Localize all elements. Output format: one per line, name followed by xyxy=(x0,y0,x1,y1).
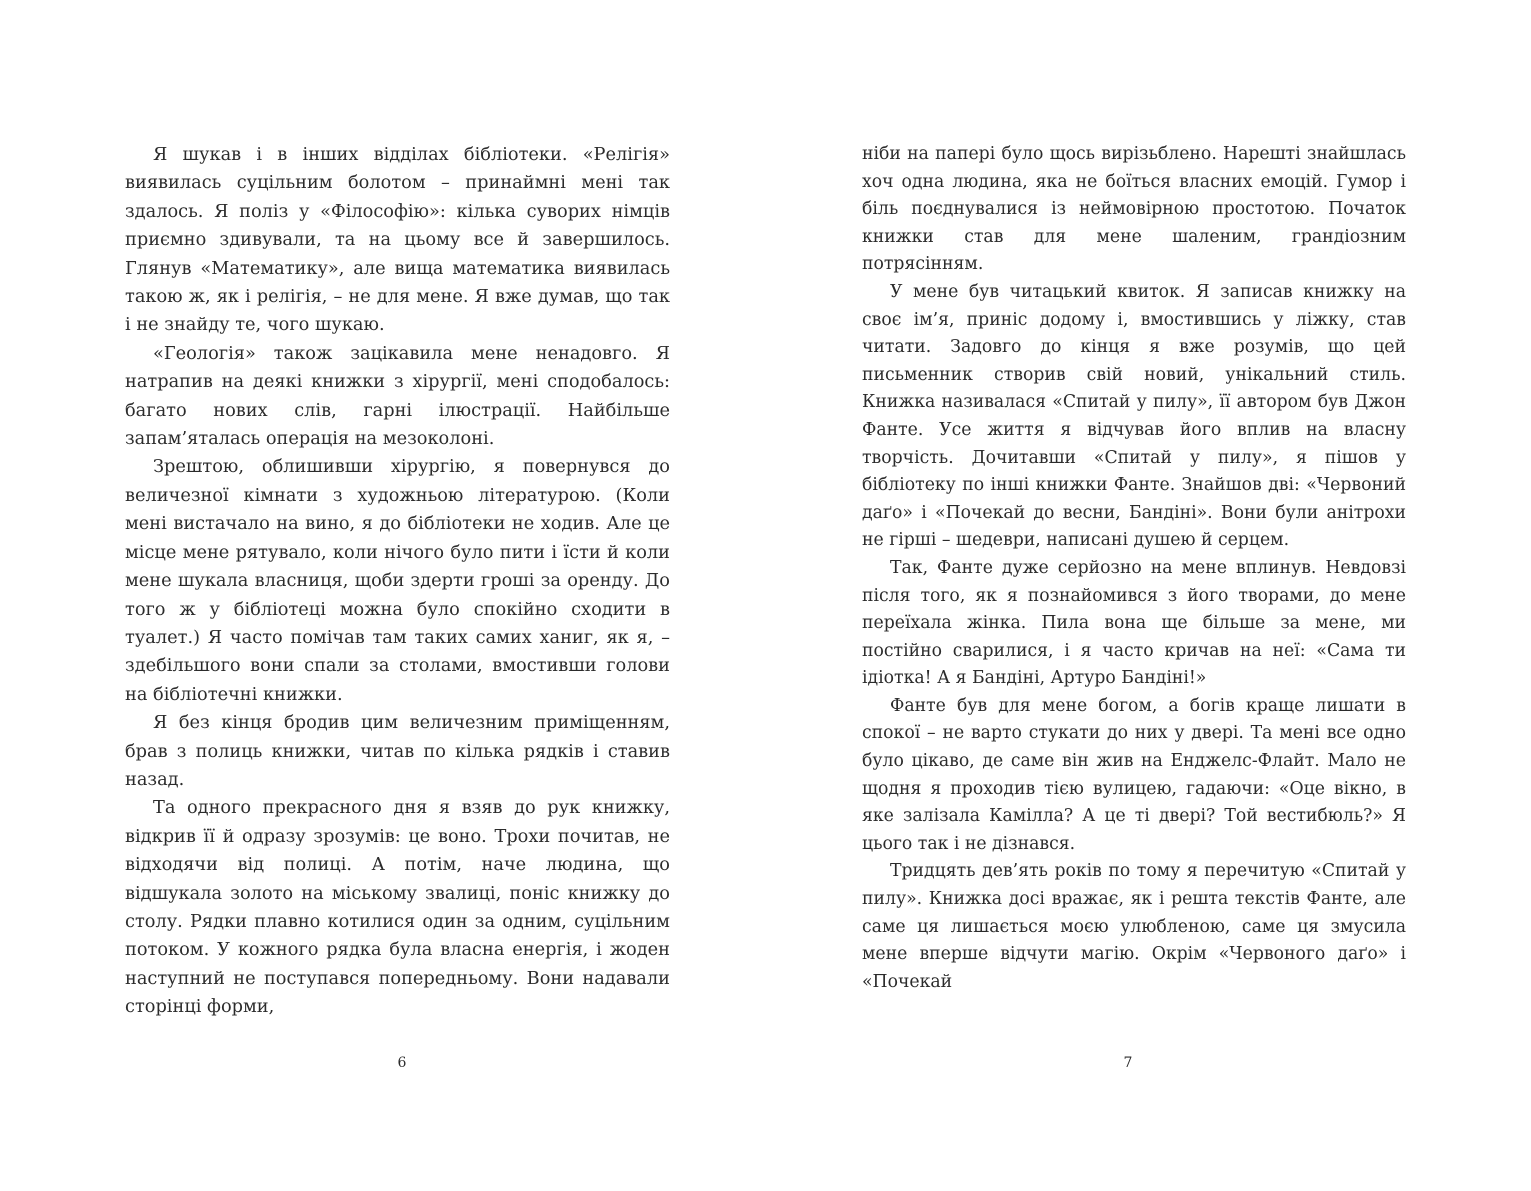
paragraph: Так, Фанте дуже серйозно на мене вплинув. Невдовзі після того, як я познайомився з його творами, до мене переїхала жінка. Пила вона ще більше за мене, ми постійно сварилися, і я часто кричав на неї: «Сама ти ідіотка! А я Бандіні, Артуро Бандіні!» xyxy=(862,557,1406,689)
paragraph: Зрештою, облишивши хірургію, я повернувся до величезної кімнати з художньою літературою. (Коли мені вистачало на вино, я до бібліотеки не ходив. Але це місце мене рятувало, коли нічого було пити і їсти й коли мене шукала власниця, щоби здерти гроші за оренду. До того ж у бібліотеці можна було спокійно сходити в туалет.) Я часто помічав там таких самих ханиг, як я, – здебільшого вони спали за столами, вмостивши голови на бібліотечні книжки. xyxy=(125,457,670,705)
paragraph: Та одного прекрасного дня я взяв до рук книжку, відкрив її й одразу зрозумів: це воно. Трохи почитав, не відходячи від полиці. А потім, наче людина, що відшукала золото на міському звалиці, поніс книжку до столу. Рядки плавно котилися один за одним, суцільним потоком. У кожного рядка була власна енергія, і жоден наступний не поступався попередньому. Вони надавали сторінці форми, xyxy=(125,798,670,1018)
right-page-text xyxy=(862,141,1406,996)
paragraph: Тридцять дев’ять років по тому я перечитую «Спитай у пилу». Книжка досі вражає, як і решта текстів Фанте, але саме ця лишається моєю улюбленою, саме ця змусила мене вперше відчути магію. Окрім «Червоного даґо» і «Почекай xyxy=(862,861,1406,992)
left-page-text xyxy=(125,141,670,1022)
paragraph: «Геологія» також зацікавила мене ненадовго. Я натрапив на деякі книжки з хірургії, мені сподобалось: багато нових слів, гарні ілюстрації. Найбільше запам’яталась операція на мезоколоні. xyxy=(125,343,670,450)
page-number: 7 xyxy=(1123,1055,1133,1071)
page-number: 6 xyxy=(397,1055,407,1071)
right-page xyxy=(766,0,1531,1191)
paragraph: Фанте був для мене богом, а богів краще лишати в спокої – не варто стукати до них у двері. Та мені все одно було цікаво, де саме він жив на Енджелс-Флайт. Мало не щодня я проходив тією вулицею, гадаючи: «Оце вікно, в яке залізала Камілла? А це ті двері? Той вестибюль?» Я цього так і не дізнався. xyxy=(862,695,1406,854)
paragraph: Я шукав і в інших відділах бібліотеки. «Релігія» виявилась суцільним болотом – принаймні мені так здалось. Я поліз у «Філософію»: кілька суворих німців приємно здивували, та на цьому все й завершилось. Глянув «Математику», але вища математика виявилась такою ж, як і релігія, – не для мене. Я вже думав, що так і не знайду те, чого шукаю. xyxy=(125,145,670,336)
paragraph-continuation: ніби на папері було щось вирізьблено. Нарешті знайшлась хоч одна людина, яка не боїться власних емоцій. Гумор і біль поєднувалися із неймовірною простотою. Початок книжки став для мене шаленим, грандіозним потрясінням. xyxy=(862,144,1406,275)
paragraph: Я без кінця бродив цим величезним приміщенням, брав з полиць книжки, читав по кілька рядків і ставив назад. xyxy=(125,713,670,790)
paragraph: У мене був читацький квиток. Я записав книжку на своє ім’я, приніс додому і, вмостившись у ліжку, став читати. Задовго до кінця я вже розумів, що цей письменник створив свій новий, унікальний стиль. Книжка називалася «Спитай у пилу», її автором був Джон Фанте. Усе життя я відчував його вплив на власну творчість. Дочитавши «Спитай у пилу», я пішов у бібліотеку по інші книжки Фанте. Знайшов дві: «Червоний даґо» і «Почекай до весни, Бандіні». Вони були анітрохи не гірші – шедеври, написані душею й серцем. xyxy=(862,281,1406,551)
